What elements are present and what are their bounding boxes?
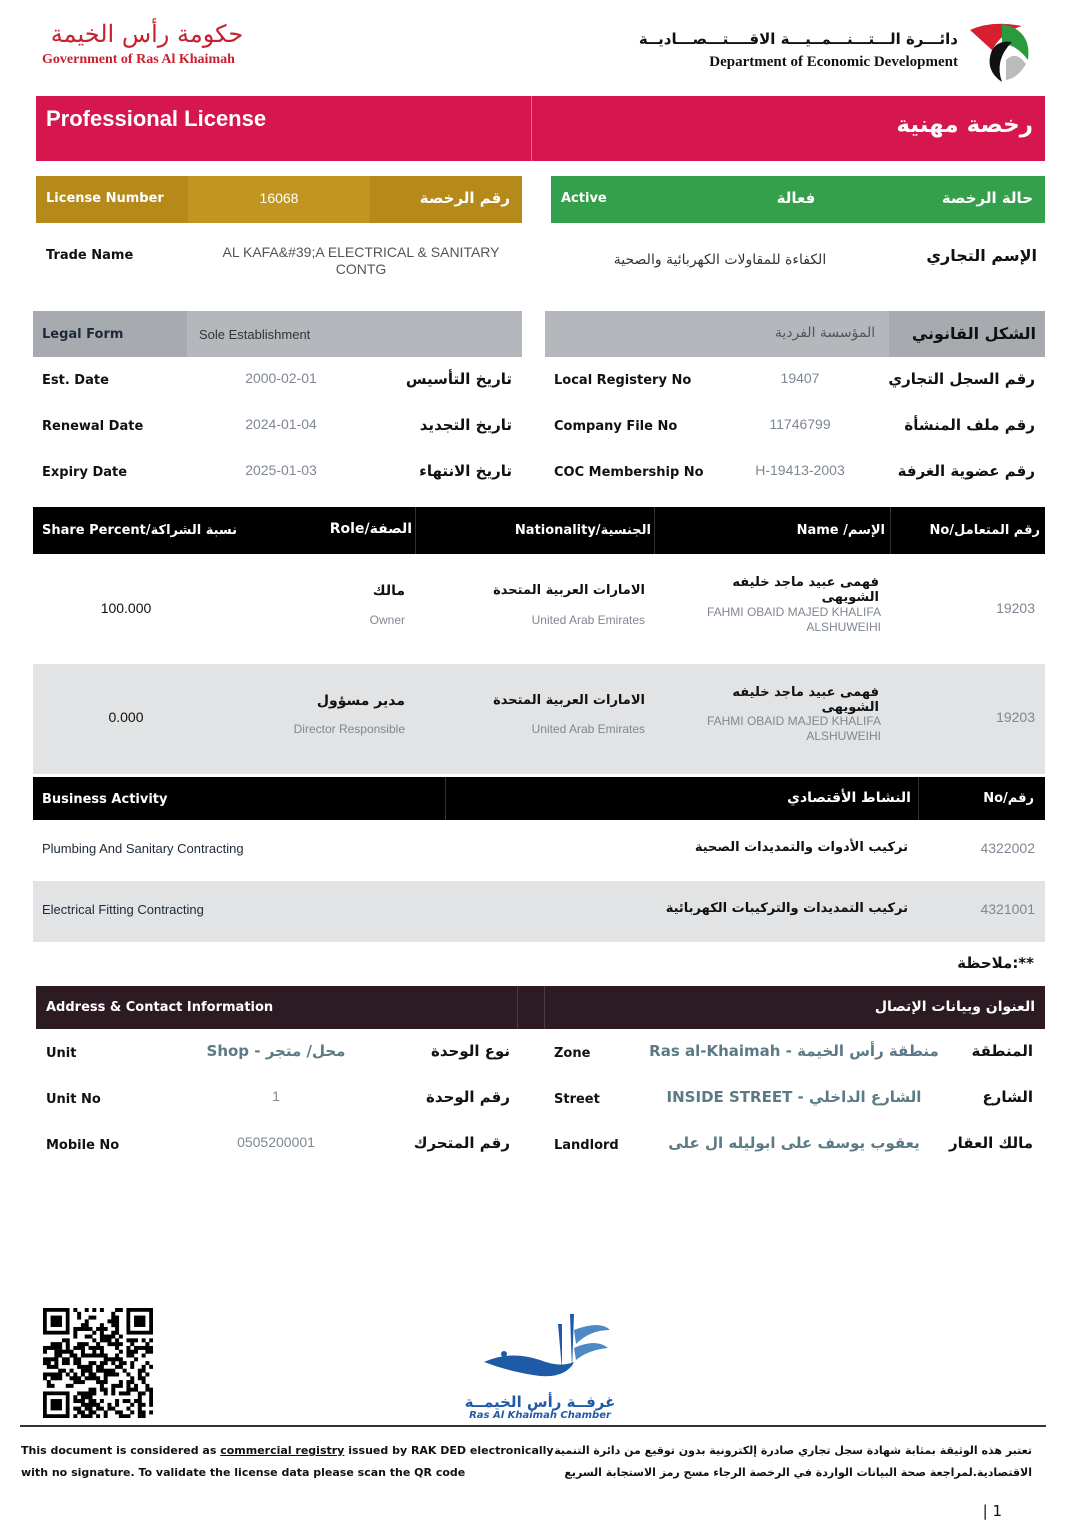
registry-block <box>545 364 1045 502</box>
address-header-ar: العنوان وبيانات الإتصال <box>874 999 1035 1015</box>
name-ar: فهمى عبيد ماجد خليفه الشويهى <box>732 685 879 715</box>
license-status-ar: فعالة <box>776 189 816 207</box>
title-band <box>36 96 1045 161</box>
license-number-band <box>36 176 522 223</box>
address-value: INSIDE STREET - الشارع الداخلي <box>666 1088 922 1106</box>
chamber-name-ar: غرفــة رأس الخيمــة <box>464 1393 616 1411</box>
address-value: 0505200001 <box>237 1134 315 1150</box>
commercial-registry-link[interactable]: commercial registry <box>220 1444 345 1457</box>
legal-form-value-en: Sole Establishment <box>199 327 311 342</box>
footer-ar <box>554 1440 1032 1484</box>
license-number-value: 16068 <box>259 190 299 206</box>
address-label-ar: مالك العقار <box>948 1134 1033 1152</box>
footer-en <box>21 1440 554 1484</box>
address-label-ar: نوع الوحدة <box>430 1042 510 1060</box>
address-label-ar: رقم المتحرك <box>413 1134 510 1152</box>
registry-label-en: COC Membership No <box>554 465 704 480</box>
registry-label-en: Local Registery No <box>554 373 692 388</box>
address-label-en: Street <box>554 1092 600 1107</box>
address-value: Shop - محل/ متجر <box>206 1042 346 1060</box>
address-right-block <box>544 1036 1045 1174</box>
nationality-en: United Arab Emirates <box>531 722 645 736</box>
ded-emblem-icon <box>962 20 1040 84</box>
address-row <box>544 1128 1045 1174</box>
nationality-ar: الامارات العربية المتحدة <box>493 693 645 708</box>
customer-no: 19203 <box>996 600 1035 616</box>
address-row <box>544 1082 1045 1128</box>
gov-name-en: Government of Ras Al Khaimah <box>42 52 235 67</box>
activity-header-no: No/رقم <box>983 791 1034 806</box>
table-row <box>33 820 1045 881</box>
chamber-name-en: Ras Al Khaimah Chamber <box>469 1410 611 1421</box>
col-header-role: Role/الصفة <box>329 521 412 537</box>
ded-name-en: Department of Economic Development <box>709 54 958 70</box>
license-number-label-ar: رقم الرخصة <box>419 189 510 207</box>
address-label-en: Mobile No <box>46 1138 120 1153</box>
dates-block <box>33 364 522 502</box>
qr-code[interactable] <box>43 1308 153 1418</box>
license-status-label-en: Active <box>561 191 607 206</box>
activity-ar: تركيب التمديدات والتركيبات الكهربائية <box>665 901 908 916</box>
table-row <box>33 554 1045 664</box>
trade-name-en: AL KAFA&#39;A ELECTRICAL & SANITARY CONTG <box>222 244 500 277</box>
name-en: FAHMI OBAID MAJED KHALIFA ALSHUWEIHI <box>706 605 881 634</box>
footer-en-line-2: with no signature. To validate the license data please scan the QR code <box>21 1466 466 1479</box>
legal-form-label-en: Legal Form <box>42 327 124 342</box>
col-header-nationality: Nationality/الجنسية <box>514 523 651 538</box>
footer-divider <box>20 1425 1046 1427</box>
address-label-ar: الشارع <box>982 1088 1033 1106</box>
activity-en: Plumbing And Sanitary Contracting <box>42 841 244 856</box>
nationality-en: United Arab Emirates <box>531 613 645 627</box>
activity-header-en: Business Activity <box>42 792 168 807</box>
trade-name-label-ar: الإسم التجاري <box>926 246 1037 265</box>
address-value: Ras al-Khaimah - منطقة رأس الخيمة <box>649 1042 939 1060</box>
date-row <box>33 410 522 456</box>
role-ar: مدير مسؤول <box>316 693 405 709</box>
legal-form-label-ar: الشكل القانوني <box>911 324 1036 343</box>
footer-ar-line-2: الاقتصادية.لمراجعة صحة البيانات الواردة في الرخصة الرجاء مسح رمز الاستجابة السريع <box>564 1466 1032 1479</box>
table-row <box>33 664 1045 774</box>
date-label-ar: تاريخ التجديد <box>419 416 512 434</box>
date-label-en: Expiry Date <box>42 465 128 480</box>
address-value: 1 <box>272 1088 280 1104</box>
registry-label-ar: رقم ملف المنشأة <box>904 416 1035 434</box>
registry-label-en: Company File No <box>554 419 678 434</box>
date-label-ar: تاريخ التأسيس <box>405 370 512 388</box>
footer-ar-line-1: تعتبر هذه الوثيقة بمثابة شهادة سجل تجاري صادرة إلكترونية بدون توقيع من دائرة التنمية <box>554 1444 1032 1457</box>
registry-label-ar: رقم عضوية الغرفة <box>897 462 1035 480</box>
role-en: Owner <box>369 613 405 627</box>
col-header-share: Share Percent/نسبة الشراكة <box>42 523 238 538</box>
chamber-logo <box>460 1310 620 1421</box>
chamber-emblem-icon <box>470 1310 610 1390</box>
address-label-en: Zone <box>554 1046 591 1061</box>
activity-no: 4321001 <box>980 901 1035 917</box>
address-label-en: Landlord <box>554 1138 619 1153</box>
address-row <box>544 1036 1045 1082</box>
share-value: 0.000 <box>108 709 144 725</box>
address-header-en: Address & Contact Information <box>46 1000 274 1015</box>
registry-row <box>545 410 1045 456</box>
address-label-en: Unit No <box>46 1092 101 1107</box>
page-number: 1 | <box>982 1502 1002 1520</box>
role-en: Director Responsible <box>293 722 405 736</box>
date-value: 2024-01-04 <box>245 416 317 432</box>
legal-form-band-ar <box>545 311 1045 357</box>
footer-en-1a: This document is considered as <box>21 1444 217 1457</box>
registry-value: 19407 <box>780 370 820 386</box>
date-value: 2025-01-03 <box>245 462 317 478</box>
address-label-ar: المنطقة <box>971 1042 1033 1060</box>
address-row <box>36 1082 522 1128</box>
license-status-label-ar: حالة الرخصة <box>941 189 1033 207</box>
date-value: 2000-02-01 <box>245 370 317 386</box>
customer-no: 19203 <box>996 709 1035 725</box>
role-ar: مالك <box>372 583 405 599</box>
title-en: Professional License <box>46 106 267 131</box>
ded-logo-text <box>639 30 958 71</box>
registry-label-ar: رقم السجل التجاري <box>888 370 1035 388</box>
legal-form-value-ar: المؤسسة الفردية <box>774 325 876 341</box>
license-number-label-en: License Number <box>46 191 164 206</box>
address-label-en: Unit <box>46 1046 77 1061</box>
activity-no: 4322002 <box>980 840 1035 856</box>
registry-value: H-19413-2003 <box>755 462 845 478</box>
name-ar: فهمى عبيد ماجد خليفه الشويهى <box>732 575 879 605</box>
title-ar: رخصة مهنية <box>896 112 1033 138</box>
ded-name-ar: دائـــرة الـــتـــنـــمــيـــة الاقــــتـــصـــاديــة <box>638 30 958 48</box>
col-header-no: No/رقم المتعامل <box>929 523 1040 538</box>
trade-name-ar: الكفاءة للمقاولات الكهربائية والصحية <box>613 252 827 268</box>
legal-form-band-en <box>33 311 522 357</box>
footer-en-line-1 <box>21 1440 554 1462</box>
col-header-name: Name /الإسم <box>796 523 885 538</box>
address-left-block <box>36 1036 522 1174</box>
table-row <box>33 881 1045 942</box>
nationality-ar: الامارات العربية المتحدة <box>493 583 645 598</box>
date-label-en: Renewal Date <box>42 419 144 434</box>
trade-name-label-en: Trade Name <box>46 248 134 263</box>
address-label-ar: رقم الوحدة <box>426 1088 510 1106</box>
activity-table-header <box>33 777 1045 820</box>
name-en: FAHMI OBAID MAJED KHALIFA ALSHUWEIHI <box>706 714 881 743</box>
date-label-en: Est. Date <box>42 373 109 388</box>
gov-name-ar: حكومة رأس الخيمة <box>50 20 244 48</box>
footer-en-1b: issued by RAK DED electronically <box>348 1444 554 1457</box>
address-row <box>36 1036 522 1082</box>
date-label-ar: تاريخ الانتهاء <box>419 462 512 480</box>
address-header <box>36 986 1045 1029</box>
registry-row <box>545 364 1045 410</box>
date-row <box>33 456 522 502</box>
license-status-band <box>551 176 1045 223</box>
date-row <box>33 364 522 410</box>
activity-header-ar: النشاط الأقتصادي <box>787 790 911 806</box>
owners-table-header <box>33 507 1045 554</box>
share-value: 100.000 <box>100 600 152 616</box>
registry-row <box>545 456 1045 502</box>
note-label: ملاحظة:** <box>957 954 1034 972</box>
activity-ar: تركيب الأدوات والتمديدات الصحية <box>694 840 908 855</box>
address-row <box>36 1128 522 1174</box>
address-value: يعقوب يوسف على ابوليله ال على <box>668 1134 920 1152</box>
government-logo <box>42 20 252 68</box>
activity-en: Electrical Fitting Contracting <box>42 902 204 917</box>
registry-value: 11746799 <box>769 416 831 432</box>
